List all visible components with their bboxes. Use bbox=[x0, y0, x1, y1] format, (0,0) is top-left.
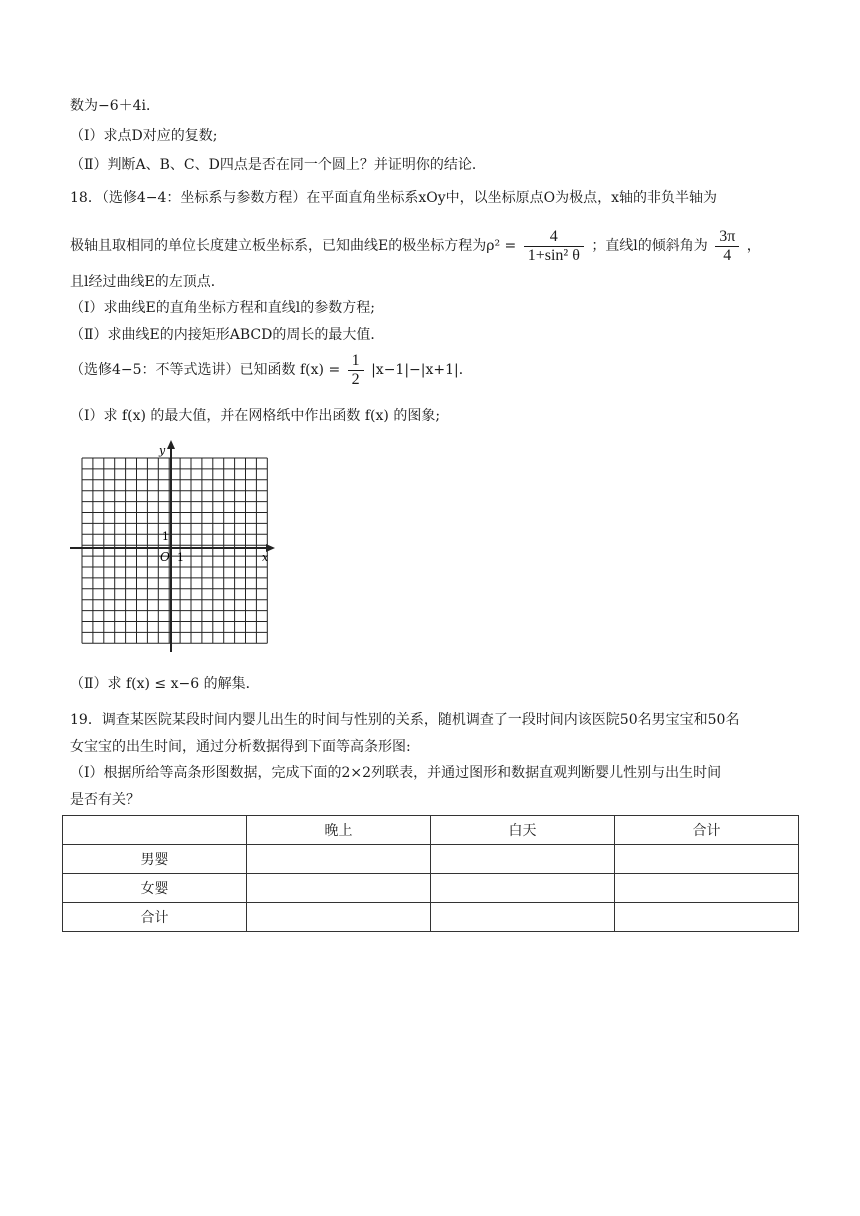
text-line: 且l经过曲线E的左顶点． bbox=[70, 274, 225, 290]
table-header-cell bbox=[63, 816, 247, 845]
text-fragment: （选修4−5：不等式选讲）已知函数 f(x) = bbox=[70, 362, 341, 378]
text-line: 数为−6＋4i． bbox=[70, 98, 161, 114]
table-row bbox=[63, 903, 799, 932]
table-header-cell: 合计 bbox=[615, 816, 799, 845]
origin-label: O bbox=[160, 550, 170, 564]
inequality-part1: （Ⅰ）求 f(x) 的最大值，并在网格纸中作出函数 f(x) 的图象; bbox=[70, 408, 441, 424]
text-fragment: ；直线l的倾斜角为 bbox=[591, 238, 708, 254]
question-18-stem: 18．（选修4−4：坐标系与参数方程）在平面直角坐标系xOy中，以坐标原点O为极点，x轴的非负半轴为 bbox=[70, 190, 718, 206]
y-axis-label: y bbox=[159, 444, 166, 457]
numerator: 1 bbox=[348, 352, 364, 371]
question-19-part1: （Ⅰ）根据所给等高条形图数据，完成下面的2×2列联表，并通过图形和数据直观判断婴儿性别与出生时间 bbox=[70, 765, 722, 781]
fraction bbox=[524, 228, 584, 265]
table-cell: 合计 bbox=[63, 903, 247, 932]
numerator: 4 bbox=[524, 228, 584, 247]
denominator: 1+sin² θ bbox=[527, 246, 580, 264]
table-cell: 男婴 bbox=[63, 845, 247, 874]
text-fragment: |x−1|−|x+1|． bbox=[371, 362, 473, 378]
question-18-equation-line bbox=[70, 226, 761, 266]
table-row bbox=[63, 874, 799, 903]
denominator: 2 bbox=[351, 370, 360, 388]
question-18-part1: （Ⅰ）求曲线E的直角坐标方程和直线l的参数方程; bbox=[70, 300, 375, 316]
numerator: 3π bbox=[715, 228, 739, 247]
table-cell[interactable] bbox=[615, 845, 799, 874]
coordinate-grid bbox=[70, 440, 275, 652]
text-line: 女宝宝的出生时间，通过分析数据得到下面等高条形图: bbox=[70, 739, 411, 755]
table-cell[interactable] bbox=[247, 874, 431, 903]
inequality-stem bbox=[70, 350, 473, 390]
text-fragment: ， bbox=[746, 238, 761, 254]
inequality-part2: （Ⅱ）求 f(x) ≤ x−6 的解集． bbox=[70, 676, 260, 692]
table-cell[interactable] bbox=[247, 845, 431, 874]
table-header-cell: 白天 bbox=[431, 816, 615, 845]
y-unit-label: 1 bbox=[162, 530, 169, 543]
table-cell[interactable] bbox=[431, 874, 615, 903]
x-axis-label: x bbox=[262, 551, 269, 564]
denominator: 4 bbox=[723, 246, 732, 264]
fraction bbox=[348, 352, 364, 389]
question-18-part2: （Ⅱ）求曲线E的内接矩形ABCD的周长的最大值． bbox=[70, 327, 385, 343]
x-unit-label: 1 bbox=[177, 551, 184, 564]
table-cell[interactable] bbox=[247, 903, 431, 932]
table-header-row bbox=[63, 816, 799, 845]
table-cell[interactable] bbox=[615, 874, 799, 903]
text-line: 是否有关？ bbox=[70, 792, 140, 808]
table-row bbox=[63, 845, 799, 874]
table-cell: 女婴 bbox=[63, 874, 247, 903]
question-17-part2: （Ⅱ）判断A、B、C、D四点是否在同一个圆上？并证明你的结论． bbox=[70, 157, 486, 173]
question-19-stem: 19．调查某医院某段时间内婴儿出生的时间与性别的关系，随机调查了一段时间内该医院50名男宝宝和50名 bbox=[70, 712, 740, 728]
contingency-table bbox=[62, 815, 799, 932]
question-17-part1: （Ⅰ）求点D对应的复数; bbox=[70, 128, 218, 144]
table-header-cell: 晚上 bbox=[247, 816, 431, 845]
table-cell[interactable] bbox=[431, 845, 615, 874]
fraction bbox=[715, 228, 739, 265]
table-cell[interactable] bbox=[431, 903, 615, 932]
text-fragment: 极轴且取相同的单位长度建立板坐标系，已知曲线E的极坐标方程为ρ² = bbox=[70, 238, 517, 254]
table-cell[interactable] bbox=[615, 903, 799, 932]
